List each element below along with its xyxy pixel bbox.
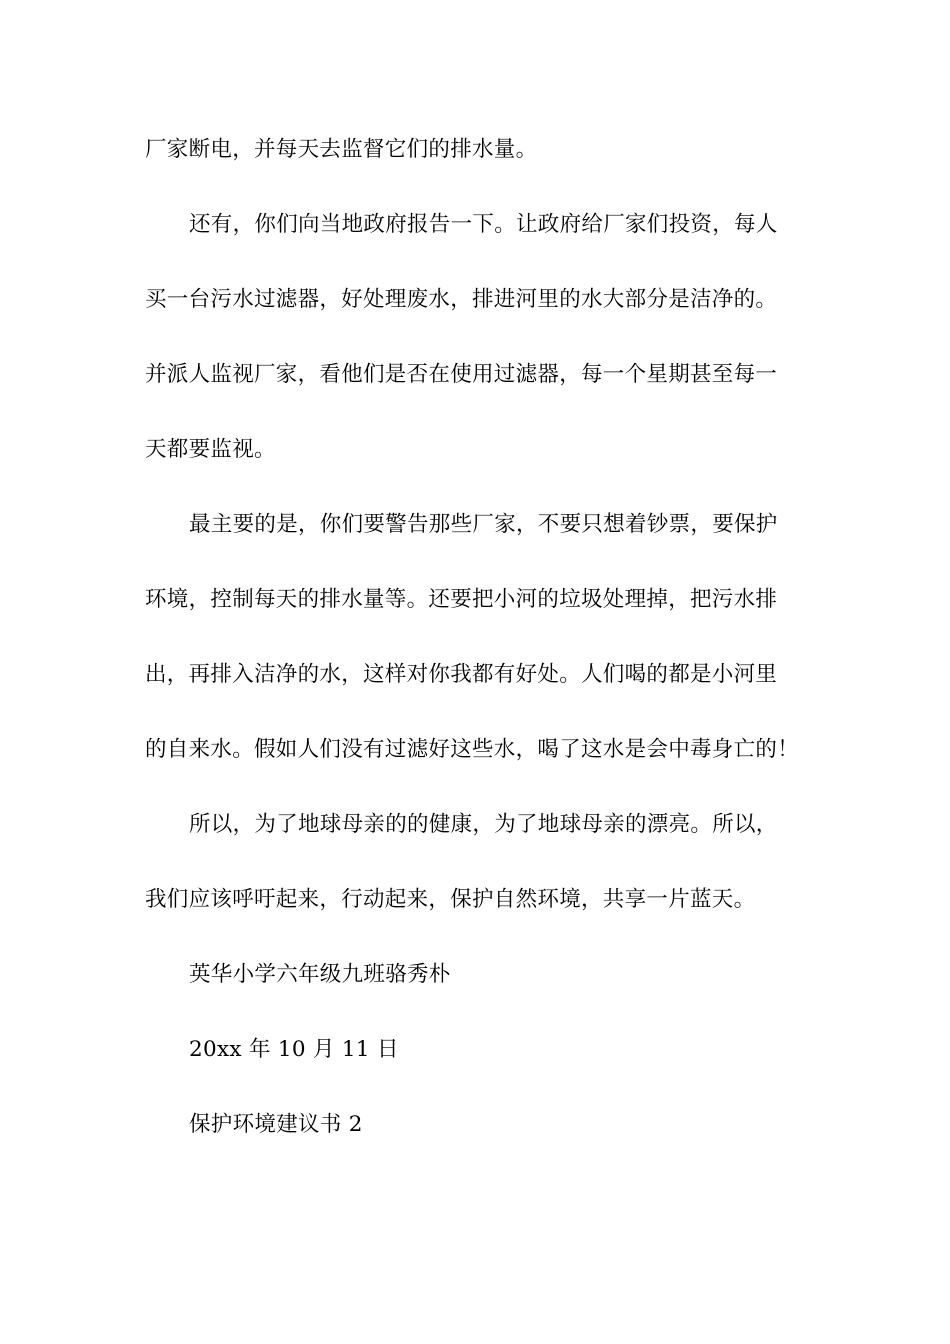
- paragraph-line: 所以，为了地球母亲的的健康，为了地球母亲的漂亮。所以，: [189, 812, 778, 837]
- paragraph-line: 的自来水。假如人们没有过滤好这些水，喝了这水是会中毒身亡的！: [145, 737, 800, 762]
- paragraph-line: 环境，控制每天的排水量等。还要把小河的垃圾处理掉，把污水排: [145, 587, 778, 612]
- paragraph-line: 厂家断电，并每天去监督它们的排水量。: [145, 137, 538, 162]
- paragraph-line: 我们应该呼吁起来，行动起来，保护自然环境，共享一片蓝天。: [145, 887, 756, 912]
- date-line: 20xx 年 10 月 11 日: [189, 1037, 399, 1062]
- paragraph-line: 最主要的是，你们要警告那些厂家，不要只想着钞票，要保护: [189, 512, 778, 537]
- paragraph-line: 并派人监视厂家，看他们是否在使用过滤器，每一个星期甚至每一: [145, 362, 778, 387]
- paragraph-line: 买一台污水过滤器，好处理废水，排进河里的水大部分是洁净的。: [145, 287, 778, 312]
- signature-line: 英华小学六年级九班骆秀朴: [189, 962, 451, 987]
- paragraph-line: 天都要监视。: [145, 437, 276, 462]
- section-title: 保护环境建议书 2: [189, 1112, 363, 1137]
- paragraph-line: 出，再排入洁净的水，这样对你我都有好处。人们喝的都是小河里: [145, 662, 778, 687]
- paragraph-line: 还有，你们向当地政府报告一下。让政府给厂家们投资，每人: [189, 212, 778, 237]
